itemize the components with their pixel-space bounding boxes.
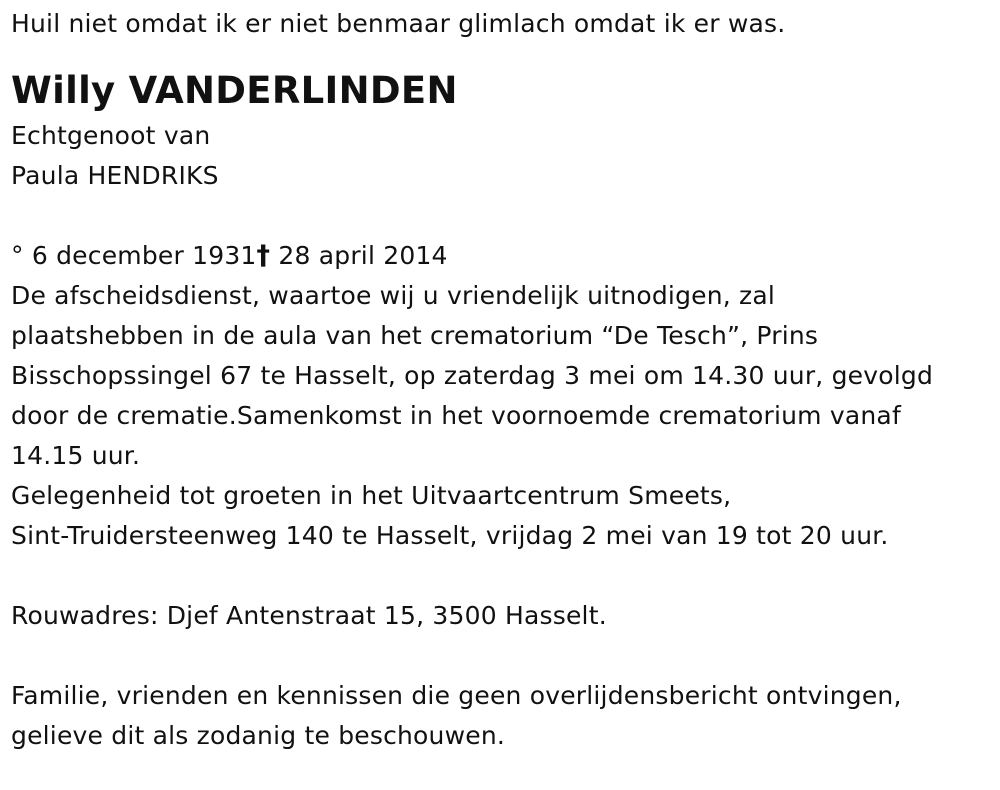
visitation-line: Gelegenheid tot groeten in het Uitvaartcentrum Smeets,	[11, 481, 732, 510]
deceased-name: Willy VANDERLINDEN	[11, 69, 458, 112]
death-date: 28 april 2014	[270, 241, 448, 270]
visitation-paragraph	[11, 476, 986, 556]
visitation-line: Sint-Truidersteenweg 140 te Hasselt, vrijdag 2 mei van 19 tot 20 uur.	[11, 521, 889, 550]
mourning-address: Rouwadres: Djef Antenstraat 15, 3500 Hasselt.	[11, 601, 607, 630]
closing-line: gelieve dit als zodanig te beschouwen.	[11, 721, 506, 750]
spacer	[11, 636, 986, 676]
service-line: door de crematie.Samenkomst in het voornoemde crematorium vanaf	[11, 401, 901, 430]
service-paragraph	[11, 276, 986, 476]
obituary-notice	[11, 0, 986, 756]
closing-paragraph	[11, 676, 986, 756]
closing-line: Familie, vrienden en kennissen die geen overlijdensbericht ontvingen,	[11, 681, 902, 710]
spacer	[11, 44, 986, 66]
spacer	[11, 556, 986, 596]
service-line: Bisschopssingel 67 te Hasselt, op zaterdag 3 mei om 14.30 uur, gevolgd	[11, 361, 934, 390]
birth-date: ° 6 december 1931	[11, 241, 257, 270]
spacer	[11, 196, 986, 236]
service-line: De afscheidsdienst, waartoe wij u vriendelijk uitnodigen, zal	[11, 281, 776, 310]
cross-icon: †	[256, 240, 271, 271]
spouse-label: Echtgenoot van	[11, 121, 211, 150]
service-line: plaatshebben in de aula van het crematorium “De Tesch”, Prins	[11, 321, 819, 350]
memorial-quote: Huil niet omdat ik er niet benmaar glimlach omdat ik er was.	[11, 9, 786, 38]
service-line: 14.15 uur.	[11, 441, 141, 470]
spouse-name: Paula HENDRIKS	[11, 161, 219, 190]
life-dates	[11, 236, 986, 276]
